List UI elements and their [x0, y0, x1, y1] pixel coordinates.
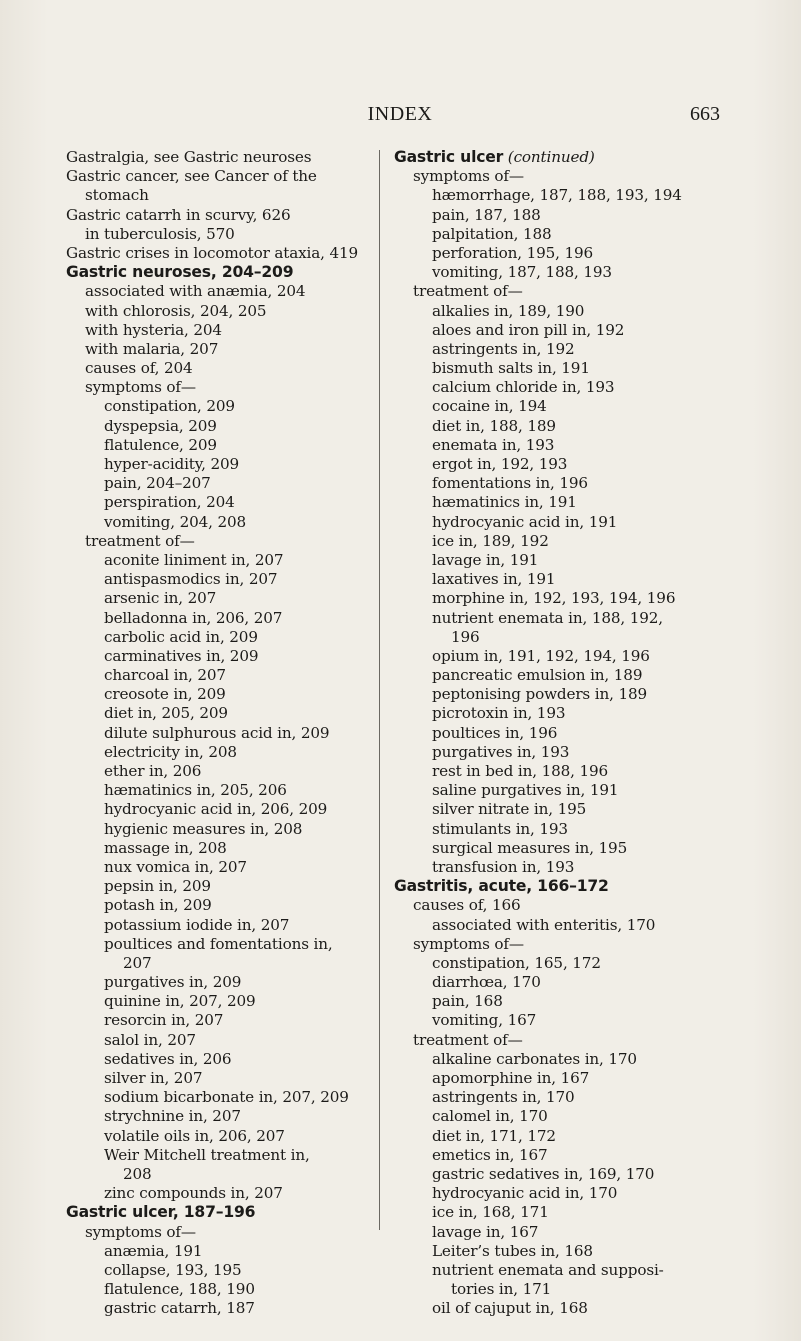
index-entry: [66, 1050, 376, 1069]
index-entry-text: massage in, 208: [104, 838, 227, 857]
index-entry-text: symptoms of—: [413, 934, 524, 953]
index-entry: [66, 474, 376, 493]
index-entry-text: volatile oils in, 206, 207: [104, 1126, 285, 1145]
index-entry-text: bismuth salts in, 191: [432, 359, 590, 378]
index-entry-text: causes of, 166: [413, 896, 521, 915]
index-entry-text: palpitation, 188: [432, 224, 552, 243]
index-entry-text: picrotoxin in, 193: [432, 704, 566, 723]
index-entry-text: electricity in, 208: [104, 742, 237, 761]
index-entry-text: astringents in, 192: [432, 339, 575, 358]
index-entry: [394, 474, 712, 493]
index-heading: [66, 167, 376, 186]
index-entry-text: vomiting, 167: [432, 1011, 537, 1030]
index-heading: [394, 148, 712, 167]
index-column-left: [66, 148, 376, 1318]
index-entry-text: calcium chloride in, 193: [432, 378, 615, 397]
index-entry-text: emetics in, 167: [432, 1145, 548, 1164]
index-entry: [394, 1165, 712, 1184]
index-entry: [394, 954, 712, 973]
index-entry: [66, 704, 376, 723]
index-entry-text: oil of cajuput in, 168: [432, 1299, 588, 1318]
index-entry-text: surgical measures in, 195: [432, 838, 628, 857]
index-entry-text: symptoms of—: [85, 1222, 196, 1241]
index-entry: [66, 666, 376, 685]
index-entry: [394, 781, 712, 800]
index-entry-text: ice in, 168, 171: [432, 1203, 549, 1222]
index-entry: [394, 1069, 712, 1088]
index-entry-text: with malaria, 207: [85, 339, 219, 358]
index-entry: [66, 302, 376, 321]
index-entry-text: nutrient enemata in, 188, 192,: [432, 608, 663, 627]
index-entry-text: belladonna in, 206, 207: [104, 608, 283, 627]
index-entry: [394, 455, 712, 474]
index-entry-text: lavage in, 167: [432, 1222, 539, 1241]
index-entry: [394, 1203, 712, 1222]
index-entry: [66, 1127, 376, 1146]
index-entry-text: dyspepsia, 209: [104, 416, 217, 435]
index-entry: [394, 992, 712, 1011]
index-entry-text: charcoal in, 207: [104, 666, 226, 685]
index-entry-text: zinc compounds in, 207: [104, 1184, 283, 1203]
index-entry-text: sedatives in, 206: [104, 1049, 232, 1068]
index-entry: [66, 877, 376, 896]
running-header: [76, 103, 724, 129]
index-entry: [394, 1261, 712, 1280]
index-entry: [394, 1031, 712, 1050]
index-entry-text: fomentations in, 196: [432, 474, 588, 493]
index-entry: [394, 666, 712, 685]
index-entry: [66, 1280, 376, 1299]
index-entry-text: vomiting, 187, 188, 193: [432, 263, 612, 282]
index-entry: [394, 628, 712, 647]
index-entry: [66, 1165, 376, 1184]
index-entry: [394, 973, 712, 992]
index-entry-suffix: (continued): [503, 148, 595, 166]
index-entry: [66, 1261, 376, 1280]
index-entry: [394, 1088, 712, 1107]
index-entry: [66, 1184, 376, 1203]
index-entry-text: pepsin in, 209: [104, 877, 211, 896]
index-entry: [394, 206, 712, 225]
index-entry-text: purgatives in, 193: [432, 742, 570, 761]
index-entry: [66, 570, 376, 589]
index-entry-text: aloes and iron pill in, 192: [432, 320, 625, 339]
index-entry-text: associated with anæmia, 204: [85, 282, 306, 301]
index-entry: [66, 1146, 376, 1165]
index-entry: [394, 589, 712, 608]
index-entry: [66, 1011, 376, 1030]
index-entry-text: diet in, 171, 172: [432, 1126, 556, 1145]
index-entry-text: symptoms of—: [413, 167, 524, 186]
index-entry: [394, 1146, 712, 1165]
index-entry-text: 196: [451, 627, 480, 646]
index-entry: [66, 724, 376, 743]
index-entry-text: ergot in, 192, 193: [432, 455, 568, 473]
index-entry-text: gastric sedatives in, 169, 170: [432, 1164, 655, 1183]
index-entry-text: sodium bicarbonate in, 207, 209: [104, 1088, 349, 1107]
index-entry-text: 208: [123, 1164, 152, 1183]
index-entry: [394, 282, 712, 301]
index-entry-text: ice in, 189, 192: [432, 531, 549, 550]
index-entry-text: diet in, 205, 209: [104, 704, 228, 723]
index-column-right: [394, 148, 712, 1318]
index-entry-text: hæmatinics in, 191: [432, 493, 577, 512]
index-entry: [66, 609, 376, 628]
index-entry: [66, 1299, 376, 1318]
index-entry-text: astringents in, 170: [432, 1088, 575, 1107]
index-entry: [66, 628, 376, 647]
index-entry-text: poultices in, 196: [432, 723, 558, 742]
index-heading: [66, 244, 376, 263]
index-entry: [394, 551, 712, 570]
index-entry: [394, 762, 712, 781]
index-entry-text: resorcin in, 207: [104, 1011, 224, 1030]
index-entry-text: gastric catarrh, 187: [104, 1299, 255, 1318]
index-entry-text: treatment of—: [85, 531, 195, 550]
index-entry-text: Leiter’s tubes in, 168: [432, 1241, 593, 1260]
index-entry: [66, 455, 376, 474]
index-entry-text: lavage in, 191: [432, 550, 539, 569]
index-entry: [394, 417, 712, 436]
index-entry: [66, 1031, 376, 1050]
index-entry: [394, 378, 712, 397]
page-number: 663: [690, 103, 720, 125]
index-entry: [66, 1069, 376, 1088]
index-heading: [394, 877, 712, 896]
index-entry: [66, 858, 376, 877]
index-entry: [66, 992, 376, 1011]
index-entry: [66, 340, 376, 359]
index-entry: [66, 493, 376, 512]
index-entry: [66, 743, 376, 762]
index-entry: [66, 954, 376, 973]
index-entry-text: morphine in, 192, 193, 194, 196: [432, 589, 676, 608]
index-entry-text: hæmorrhage, 187, 188, 193, 194: [432, 186, 682, 205]
index-entry: [66, 896, 376, 915]
index-entry: [394, 532, 712, 551]
index-entry: [66, 647, 376, 666]
index-entry: [394, 743, 712, 762]
index-entry: [394, 1050, 712, 1069]
index-entry-text: perforation, 195, 196: [432, 243, 594, 262]
index-entry: [66, 436, 376, 455]
index-entry-text: with chlorosis, 204, 205: [85, 301, 267, 320]
index-entry: [394, 397, 712, 416]
index-entry-text: collapse, 193, 195: [104, 1260, 242, 1279]
column-divider: [379, 150, 380, 1230]
index-entry: [394, 800, 712, 819]
index-entry: [394, 1107, 712, 1126]
index-entry: [66, 1088, 376, 1107]
index-entry-text: potassium iodide in, 207: [104, 915, 290, 934]
index-entry: [66, 1223, 376, 1242]
index-entry-text: Gastric ulcer, 187–196: [66, 1203, 256, 1222]
index-entry: [394, 359, 712, 378]
index-entry-text: in tuberculosis, 570: [85, 224, 235, 243]
index-entry-text: alkalies in, 189, 190: [432, 301, 585, 320]
index-entry-text: calomel in, 170: [432, 1107, 548, 1126]
index-entry: [66, 762, 376, 781]
index-entry-text: treatment of—: [413, 282, 523, 301]
index-entry-text: rest in bed in, 188, 196: [432, 762, 609, 780]
index-entry: [66, 1107, 376, 1126]
index-entry-text: dilute sulphurous acid in, 209: [104, 723, 330, 742]
index-entry: [394, 225, 712, 244]
index-entry: [394, 647, 712, 666]
index-entry: [394, 858, 712, 877]
index-entry: [394, 839, 712, 858]
index-entry-text: silver nitrate in, 195: [432, 800, 587, 819]
index-entry-text: Gastric ulcer: [394, 148, 504, 166]
index-entry-text: constipation, 165, 172: [432, 953, 601, 972]
index-entry: [66, 186, 376, 205]
index-entry-text: pancreatic emulsion in, 189: [432, 666, 643, 685]
index-entry-text: creosote in, 209: [104, 685, 226, 704]
index-entry: [394, 896, 712, 915]
index-entry-text: nutrient enemata and supposi-: [432, 1260, 664, 1279]
index-entry-text: stimulants in, 193: [432, 819, 568, 838]
index-entry-text: salol in, 207: [104, 1030, 196, 1049]
index-entry: [394, 340, 712, 359]
index-entry-text: Gastric cancer, see Cancer of the: [66, 167, 317, 186]
index-entry-text: opium in, 191, 192, 194, 196: [432, 646, 650, 665]
index-entry-text: pain, 168: [432, 992, 503, 1011]
index-entry-text: antispasmodics in, 207: [104, 570, 278, 589]
index-entry-text: 207: [123, 953, 152, 972]
index-entry-text: ether in, 206: [104, 762, 202, 780]
index-entry: [394, 1242, 712, 1261]
index-entry: [66, 378, 376, 397]
index-entry: [66, 397, 376, 416]
index-entry-text: alkaline carbonates in, 170: [432, 1049, 637, 1068]
index-entry-text: pain, 204–207: [104, 474, 211, 493]
index-entry: [394, 916, 712, 935]
index-entry: [394, 1223, 712, 1242]
index-entry-text: hydrocyanic acid in, 206, 209: [104, 800, 328, 819]
index-entry: [66, 935, 376, 954]
index-entry-text: causes of, 204: [85, 359, 193, 378]
index-entry: [394, 321, 712, 340]
index-entry-text: stomach: [85, 186, 149, 205]
index-entry-text: Gastric catarrh in scurvy, 626: [66, 205, 291, 224]
index-entry-text: purgatives in, 209: [104, 973, 242, 992]
index-entry-text: poultices and fomentations in,: [104, 934, 333, 953]
index-entry: [394, 724, 712, 743]
index-entry-text: anæmia, 191: [104, 1241, 203, 1260]
index-entry-text: Gastralgia, see Gastric neuroses: [66, 148, 312, 166]
index-entry-text: hyper-acidity, 209: [104, 455, 240, 473]
index-entry: [66, 589, 376, 608]
index-entry-text: tories in, 171: [451, 1280, 552, 1299]
index-entry-text: strychnine in, 207: [104, 1107, 241, 1126]
index-entry: [66, 916, 376, 935]
index-entry-text: aconite liniment in, 207: [104, 550, 284, 569]
index-entry: [394, 244, 712, 263]
index-entry: [66, 225, 376, 244]
index-entry: [394, 609, 712, 628]
index-entry: [66, 781, 376, 800]
index-entry: [394, 493, 712, 512]
index-entry: [66, 551, 376, 570]
index-entry-text: carminatives in, 209: [104, 646, 259, 665]
index-entry: [66, 839, 376, 858]
index-entry-text: saline purgatives in, 191: [432, 781, 619, 800]
index-entry-text: carbolic acid in, 209: [104, 627, 258, 646]
index-entry: [394, 513, 712, 532]
index-entry-text: Gastric neuroses, 204–209: [66, 263, 294, 282]
index-entry: [66, 820, 376, 839]
index-entry-text: apomorphine in, 167: [432, 1069, 590, 1087]
index-entry: [66, 513, 376, 532]
index-entry: [394, 1184, 712, 1203]
index-entry: [394, 1011, 712, 1030]
index-heading: [66, 263, 376, 282]
index-entry-text: potash in, 209: [104, 896, 212, 915]
index-entry-text: associated with enteritis, 170: [432, 915, 656, 934]
index-entry-text: pain, 187, 188: [432, 205, 541, 224]
index-entry: [66, 532, 376, 551]
index-entry-text: peptonising powders in, 189: [432, 685, 647, 704]
index-entry: [394, 820, 712, 839]
index-entry: [394, 570, 712, 589]
index-entry: [66, 1242, 376, 1261]
index-entry: [394, 302, 712, 321]
index-entry-text: hydrocyanic acid in, 170: [432, 1184, 618, 1203]
index-entry-text: hygienic measures in, 208: [104, 819, 303, 838]
index-entry: [394, 263, 712, 282]
index-entry: [394, 167, 712, 186]
index-entry-text: transfusion in, 193: [432, 857, 575, 876]
index-entry: [394, 436, 712, 455]
index-entry-text: symptoms of—: [85, 378, 196, 397]
index-heading: [66, 1203, 376, 1222]
index-entry-text: with hysteria, 204: [85, 320, 222, 339]
index-entry: [66, 359, 376, 378]
index-entry-text: cocaine in, 194: [432, 397, 547, 416]
index-entry: [66, 417, 376, 436]
index-entry: [66, 800, 376, 819]
index-entry-text: enemata in, 193: [432, 435, 555, 454]
index-entry: [394, 704, 712, 723]
index-entry-text: perspiration, 204: [104, 493, 235, 512]
index-entry: [394, 1299, 712, 1318]
index-entry: [394, 1127, 712, 1146]
index-entry-text: vomiting, 204, 208: [104, 512, 247, 531]
index-entry: [394, 1280, 712, 1299]
index-entry: [394, 935, 712, 954]
index-entry-text: Gastric crises in locomotor ataxia, 419: [66, 243, 359, 262]
index-heading: [66, 206, 376, 225]
page-title: INDEX: [367, 103, 433, 125]
index-entry: [394, 685, 712, 704]
index-entry-text: flatulence, 188, 190: [104, 1280, 255, 1299]
index-entry: [66, 973, 376, 992]
index-entry-text: nux vomica in, 207: [104, 857, 247, 876]
index-entry: [66, 321, 376, 340]
index-entry-text: silver in, 207: [104, 1069, 203, 1087]
index-heading: [66, 148, 376, 167]
index-entry-text: arsenic in, 207: [104, 589, 217, 608]
index-entry-text: Weir Mitchell treatment in,: [104, 1145, 310, 1164]
index-entry: [394, 186, 712, 205]
index-entry: [66, 282, 376, 301]
index-entry-text: diarrhœa, 170: [432, 973, 541, 992]
index-entry-text: laxatives in, 191: [432, 570, 556, 589]
index-entry-text: hæmatinics in, 205, 206: [104, 781, 287, 800]
index-entry-text: quinine in, 207, 209: [104, 992, 256, 1011]
index-entry-text: flatulence, 209: [104, 435, 217, 454]
index-entry-text: hydrocyanic acid in, 191: [432, 512, 618, 531]
index-entry-text: Gastritis, acute, 166–172: [394, 877, 609, 896]
index-entry: [66, 685, 376, 704]
index-entry-text: constipation, 209: [104, 397, 235, 416]
index-entry-text: treatment of—: [413, 1030, 523, 1049]
index-entry-text: diet in, 188, 189: [432, 416, 556, 435]
